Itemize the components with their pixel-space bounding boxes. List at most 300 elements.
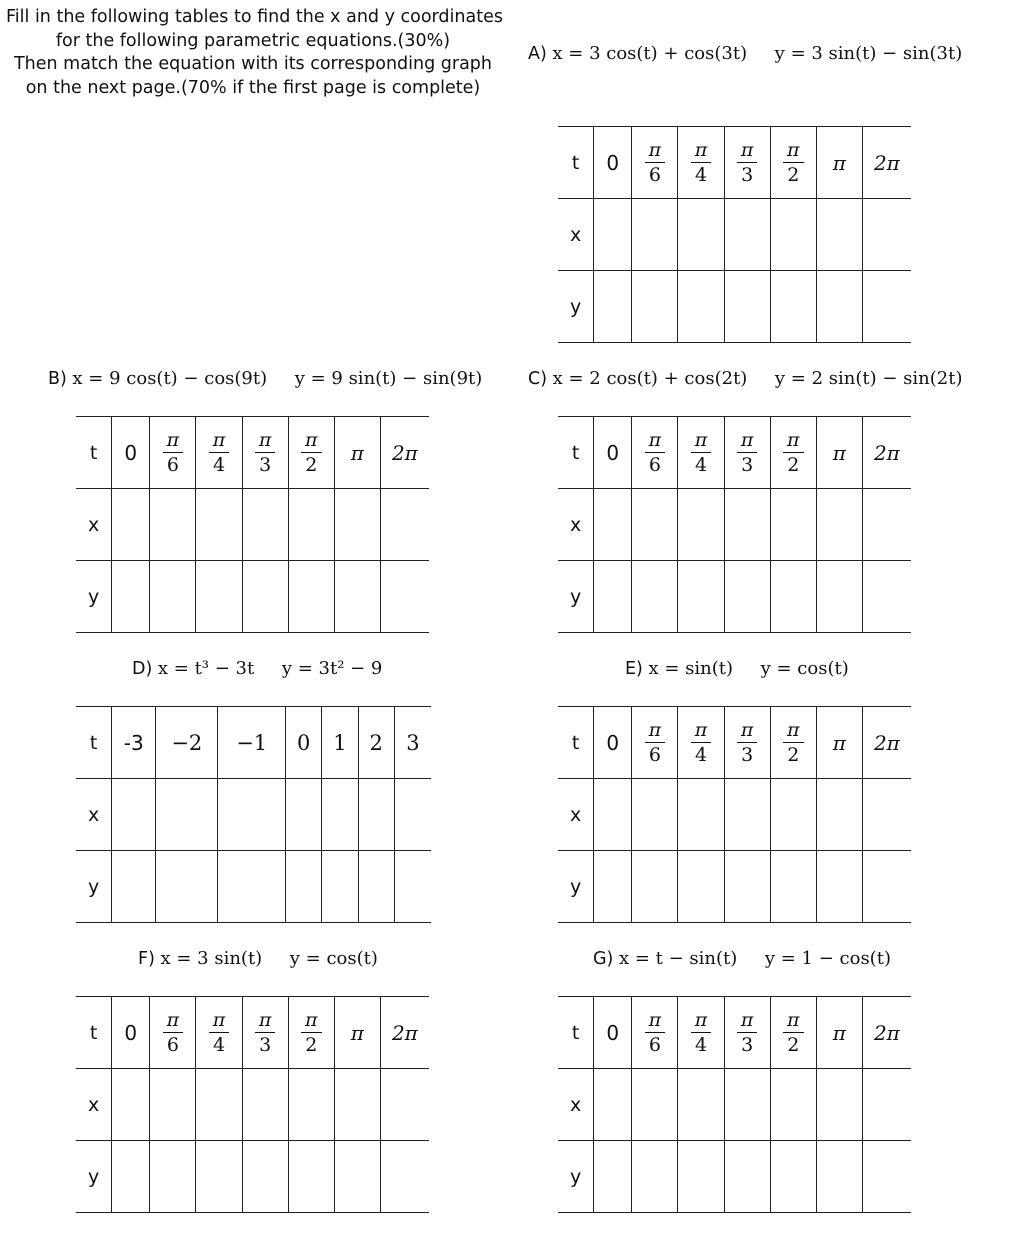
fraction-numerator: π: [740, 1009, 754, 1031]
fraction-bar: [691, 1032, 712, 1033]
table-a-x-cell[interactable]: [632, 199, 678, 271]
table-e-y-cell[interactable]: [724, 851, 770, 923]
fraction-bar: [255, 1032, 276, 1033]
table-d-t-value: −2: [156, 707, 218, 779]
fraction: [645, 139, 666, 186]
fraction-numerator: π: [740, 719, 754, 741]
table-a-y-cell[interactable]: [816, 271, 862, 343]
table-g-x-cell[interactable]: [594, 1069, 632, 1141]
table-f-t-value: [380, 997, 429, 1069]
fraction-bar: [783, 1032, 804, 1033]
table-g: [558, 996, 911, 1213]
table-b-y-cell[interactable]: [334, 561, 380, 633]
equation-f-label: F): [138, 949, 155, 969]
table-a-y-cell[interactable]: [594, 271, 632, 343]
fraction-numerator: π: [787, 719, 800, 741]
table-d-t-value: 1: [322, 707, 358, 779]
fraction-denominator: 4: [212, 454, 226, 476]
table-g-y-cell[interactable]: [724, 1141, 770, 1213]
equation-d-label: D): [132, 659, 153, 679]
table-f-y-cell[interactable]: [150, 1141, 196, 1213]
fraction-numerator: π: [305, 429, 318, 451]
table-b-t-value: 0: [112, 417, 150, 489]
equation-b-y: y = 9 sin(t) − sin(9t): [294, 368, 483, 389]
table-g-t-value: [678, 997, 724, 1069]
table-g-y-cell[interactable]: [594, 1141, 632, 1213]
table-a: [558, 126, 911, 343]
table-e-y-cell[interactable]: [632, 851, 678, 923]
table-c-t-value: [862, 417, 911, 489]
fraction: [645, 719, 666, 766]
fraction-numerator: π: [787, 1009, 800, 1031]
table-d-t-label: t: [76, 707, 112, 779]
table-b-t-value: [242, 417, 288, 489]
table-a-y-cell[interactable]: [632, 271, 678, 343]
fraction-denominator: 3: [741, 744, 754, 766]
fraction-denominator: 2: [305, 1034, 318, 1056]
table-a-t-label: t: [558, 127, 594, 199]
table-a-header-row: [558, 127, 911, 199]
table-f-y-cell[interactable]: [288, 1141, 334, 1213]
table-e-header-row: [558, 707, 911, 779]
table-g-y-cell[interactable]: [770, 1141, 816, 1213]
table-f-y-label: y: [76, 1141, 112, 1213]
table-c-y-cell[interactable]: [632, 561, 678, 633]
table-a-x-cell[interactable]: [862, 199, 911, 271]
fraction: [645, 429, 666, 476]
fraction: [209, 1009, 230, 1056]
fraction-numerator: π: [648, 1009, 662, 1031]
table-d-y-label: y: [76, 851, 112, 923]
table-a-y-cell[interactable]: [770, 271, 816, 343]
table-c-y-cell[interactable]: [724, 561, 770, 633]
table-e-t-label: t: [558, 707, 594, 779]
fraction-bar: [163, 452, 184, 453]
fraction-denominator: 6: [648, 164, 661, 186]
fraction: [783, 429, 804, 476]
table-d-x-cell[interactable]: [394, 779, 431, 851]
fraction-bar: [737, 1032, 758, 1033]
table-b-x-cell[interactable]: [380, 489, 429, 561]
table-c-x-cell[interactable]: [724, 489, 770, 561]
instructions-line-4: on the next page.(70% if the first page is complete): [25, 77, 481, 98]
fraction-denominator: 2: [787, 744, 800, 766]
fraction: [783, 139, 804, 186]
table-c-t-value: [724, 417, 770, 489]
fraction-numerator: π: [648, 429, 662, 451]
table-g-x-cell[interactable]: [862, 1069, 911, 1141]
table-c-y-cell[interactable]: [862, 561, 911, 633]
table-g-x-cell[interactable]: [632, 1069, 678, 1141]
table-a-x-row: [558, 199, 911, 271]
table-a-y-row: [558, 271, 911, 343]
fraction-numerator: π: [166, 1009, 180, 1031]
table-e-y-cell[interactable]: [862, 851, 911, 923]
table-d-header-row: [76, 707, 431, 779]
table-a-x-cell[interactable]: [770, 199, 816, 271]
equation-g-label: G): [593, 949, 614, 969]
table-c-t-value: [816, 417, 862, 489]
fraction-denominator: 2: [305, 454, 318, 476]
table-f-header-row: [76, 997, 429, 1069]
fraction-denominator: 3: [259, 454, 272, 476]
table-c-y-cell[interactable]: [594, 561, 632, 633]
table-b-x-cell[interactable]: [288, 489, 334, 561]
table-c-y-cell[interactable]: [678, 561, 724, 633]
fraction: [737, 139, 758, 186]
table-c-y-cell[interactable]: [816, 561, 862, 633]
fraction-denominator: 4: [694, 1034, 708, 1056]
table-b-y-row: [76, 561, 429, 633]
table-b-y-cell[interactable]: [112, 561, 150, 633]
table-d-x-cell[interactable]: [112, 779, 156, 851]
table-b-x-label: x: [76, 489, 112, 561]
table-b-t-value: [334, 417, 380, 489]
table-c-x-cell[interactable]: [678, 489, 724, 561]
table-e-t-value: [632, 707, 678, 779]
fraction-numerator: π: [258, 1009, 272, 1031]
fraction: [691, 719, 712, 766]
fraction-denominator: 3: [741, 454, 754, 476]
fraction-numerator: π: [740, 139, 754, 161]
table-e-x-cell[interactable]: [862, 779, 911, 851]
table-f-t-label: t: [76, 997, 112, 1069]
table-c-t-value: [632, 417, 678, 489]
fraction-bar: [301, 452, 322, 453]
table-e-y-label: y: [558, 851, 594, 923]
table-f-x-row: [76, 1069, 429, 1141]
fraction-numerator: π: [740, 429, 754, 451]
table-d-y-cell[interactable]: [358, 851, 394, 923]
table-f-x-cell[interactable]: [380, 1069, 429, 1141]
fraction-denominator: 2: [787, 454, 800, 476]
table-f-y-cell[interactable]: [334, 1141, 380, 1213]
table-b-y-cell[interactable]: [288, 561, 334, 633]
table-b-x-cell[interactable]: [112, 489, 150, 561]
instructions-line-2: for the following parametric equations.(30%): [55, 30, 451, 51]
table-d-x-cell[interactable]: [358, 779, 394, 851]
two-pi-value: 2π: [873, 1020, 900, 1045]
table-a-t-value: [678, 127, 724, 199]
fraction: [301, 429, 322, 476]
table-c-x-cell[interactable]: [770, 489, 816, 561]
two-pi-value: 2π: [391, 1020, 418, 1045]
table-d-y-cell[interactable]: [112, 851, 156, 923]
table-b-t-value: [196, 417, 242, 489]
table-d-y-cell[interactable]: [286, 851, 322, 923]
table-f-x-cell[interactable]: [112, 1069, 150, 1141]
table-b-y-cell[interactable]: [150, 561, 196, 633]
table-f-y-cell[interactable]: [380, 1141, 429, 1213]
equation-b: [48, 367, 482, 391]
table-f-y-cell[interactable]: [242, 1141, 288, 1213]
table-g-header-row: [558, 997, 911, 1069]
table-b-header-row: [76, 417, 429, 489]
table-c-t-label: t: [558, 417, 594, 489]
table-e-t-value: 0: [594, 707, 632, 779]
fraction-bar: [691, 742, 712, 743]
table-a-x-cell[interactable]: [724, 199, 770, 271]
table-d-y-cell[interactable]: [156, 851, 218, 923]
equation-f: [138, 947, 378, 971]
table-c-header-row: [558, 417, 911, 489]
pi-value: π: [350, 1020, 364, 1045]
equation-c-y: y = 2 sin(t) − sin(2t): [774, 368, 963, 389]
table-f-x-cell[interactable]: [242, 1069, 288, 1141]
table-b-x-cell[interactable]: [196, 489, 242, 561]
table-a-x-cell[interactable]: [678, 199, 724, 271]
table-f-y-row: [76, 1141, 429, 1213]
table-e-x-cell[interactable]: [816, 779, 862, 851]
table-b-x-cell[interactable]: [150, 489, 196, 561]
table-a-x-label: x: [558, 199, 594, 271]
fraction-numerator: π: [787, 139, 800, 161]
table-a-y-label: y: [558, 271, 594, 343]
fraction-bar: [645, 162, 666, 163]
fraction-denominator: 3: [259, 1034, 272, 1056]
table-g-x-cell[interactable]: [770, 1069, 816, 1141]
table-c-x-cell[interactable]: [862, 489, 911, 561]
fraction-bar: [737, 452, 758, 453]
table-f-x-cell[interactable]: [150, 1069, 196, 1141]
table-f: [76, 996, 429, 1213]
table-b: [76, 416, 429, 633]
equation-e-x: x = sin(t): [648, 658, 734, 679]
table-f-t-value: [242, 997, 288, 1069]
fraction-bar: [737, 162, 758, 163]
table-b-x-cell[interactable]: [242, 489, 288, 561]
fraction: [163, 429, 184, 476]
pi-value: π: [832, 1020, 846, 1045]
table-e-y-cell[interactable]: [594, 851, 632, 923]
equation-a: [528, 42, 962, 66]
table-e-x-cell[interactable]: [678, 779, 724, 851]
table-a-y-cell[interactable]: [724, 271, 770, 343]
equation-g: [593, 947, 891, 971]
fraction-denominator: 2: [787, 164, 800, 186]
fraction: [209, 429, 230, 476]
two-pi-value: 2π: [873, 440, 900, 465]
fraction-bar: [645, 452, 666, 453]
table-d-t-value: 0: [286, 707, 322, 779]
table-g-t-value: [770, 997, 816, 1069]
table-e-x-cell[interactable]: [724, 779, 770, 851]
table-c-x-row: [558, 489, 911, 561]
table-b-t-value: [150, 417, 196, 489]
fraction-bar: [783, 162, 804, 163]
table-d-x-cell[interactable]: [156, 779, 218, 851]
equation-g-y: y = 1 − cos(t): [764, 948, 891, 969]
table-d-x-cell[interactable]: [286, 779, 322, 851]
equation-e: [625, 657, 849, 681]
table-a-x-cell[interactable]: [816, 199, 862, 271]
table-c-y-cell[interactable]: [770, 561, 816, 633]
table-e-x-cell[interactable]: [632, 779, 678, 851]
table-d-x-row: [76, 779, 431, 851]
table-b-x-row: [76, 489, 429, 561]
table-a-t-value: [632, 127, 678, 199]
table-e-x-cell[interactable]: [770, 779, 816, 851]
instructions-line-3: Then match the equation with its corresponding graph: [13, 54, 493, 74]
fraction-bar: [645, 1032, 666, 1033]
fraction-bar: [645, 742, 666, 743]
table-d-x-cell[interactable]: [322, 779, 358, 851]
table-b-y-cell[interactable]: [196, 561, 242, 633]
table-c-x-cell[interactable]: [632, 489, 678, 561]
table-g-y-row: [558, 1141, 911, 1213]
table-f-x-cell[interactable]: [334, 1069, 380, 1141]
table-a-y-cell[interactable]: [678, 271, 724, 343]
equation-c-label: C): [528, 369, 548, 389]
pi-value: π: [832, 730, 846, 755]
table-a-t-value: 0: [594, 127, 632, 199]
table-g-x-cell[interactable]: [816, 1069, 862, 1141]
table-f-t-value: [150, 997, 196, 1069]
equation-f-x: x = 3 sin(t): [160, 948, 263, 969]
two-pi-value: 2π: [873, 730, 900, 755]
table-e-x-cell[interactable]: [594, 779, 632, 851]
fraction: [737, 1009, 758, 1056]
table-g-y-cell[interactable]: [816, 1141, 862, 1213]
fraction-bar: [691, 452, 712, 453]
table-d: [76, 706, 431, 923]
fraction-numerator: π: [694, 719, 708, 741]
table-g-t-value: [724, 997, 770, 1069]
table-c-x-cell[interactable]: [594, 489, 632, 561]
table-g-t-value: [632, 997, 678, 1069]
table-g-y-cell[interactable]: [678, 1141, 724, 1213]
table-e-y-cell[interactable]: [678, 851, 724, 923]
table-f-y-cell[interactable]: [196, 1141, 242, 1213]
two-pi-value: 2π: [873, 150, 900, 175]
table-c-x-cell[interactable]: [816, 489, 862, 561]
fraction-bar: [783, 452, 804, 453]
fraction: [255, 1009, 276, 1056]
fraction-denominator: 3: [741, 164, 754, 186]
table-c-x-label: x: [558, 489, 594, 561]
table-d-x-cell[interactable]: [218, 779, 286, 851]
table-c-t-value: [770, 417, 816, 489]
fraction: [691, 1009, 712, 1056]
fraction-numerator: π: [648, 139, 662, 161]
pi-value: π: [350, 440, 364, 465]
table-e-t-value: [862, 707, 911, 779]
table-e: [558, 706, 911, 923]
equation-b-x: x = 9 cos(t) − cos(9t): [72, 368, 268, 389]
table-a-t-value: [770, 127, 816, 199]
fraction-bar: [255, 452, 276, 453]
table-g-y-cell[interactable]: [862, 1141, 911, 1213]
table-f-x-cell[interactable]: [196, 1069, 242, 1141]
table-e-y-cell[interactable]: [770, 851, 816, 923]
fraction-numerator: π: [694, 1009, 708, 1031]
equation-d-y: y = 3t² − 9: [281, 658, 383, 679]
fraction-numerator: π: [694, 139, 708, 161]
fraction-denominator: 6: [648, 744, 661, 766]
fraction-bar: [737, 742, 758, 743]
table-g-x-cell[interactable]: [724, 1069, 770, 1141]
fraction-numerator: π: [305, 1009, 318, 1031]
table-d-y-cell[interactable]: [394, 851, 431, 923]
table-b-y-cell[interactable]: [242, 561, 288, 633]
fraction-bar: [209, 452, 230, 453]
table-b-y-cell[interactable]: [380, 561, 429, 633]
table-e-y-cell[interactable]: [816, 851, 862, 923]
table-c-y-label: y: [558, 561, 594, 633]
instructions: [6, 6, 503, 100]
fraction-denominator: 4: [212, 1034, 226, 1056]
table-e-y-row: [558, 851, 911, 923]
table-c-t-value: 0: [594, 417, 632, 489]
table-d-x-label: x: [76, 779, 112, 851]
table-g-x-row: [558, 1069, 911, 1141]
fraction: [737, 429, 758, 476]
table-b-y-label: y: [76, 561, 112, 633]
table-f-y-cell[interactable]: [112, 1141, 150, 1213]
table-d-y-cell[interactable]: [322, 851, 358, 923]
table-d-y-row: [76, 851, 431, 923]
table-d-t-value: -3: [112, 707, 156, 779]
equation-c-x: x = 2 cos(t) + cos(2t): [552, 368, 748, 389]
fraction-numerator: π: [694, 429, 708, 451]
table-e-t-value: [724, 707, 770, 779]
fraction-denominator: 6: [648, 1034, 661, 1056]
table-c-t-value: [678, 417, 724, 489]
table-f-x-cell[interactable]: [288, 1069, 334, 1141]
equation-g-x: x = t − sin(t): [618, 948, 738, 969]
fraction-bar: [163, 1032, 184, 1033]
fraction-denominator: 4: [694, 454, 708, 476]
table-d-t-value: −1: [218, 707, 286, 779]
table-c-y-row: [558, 561, 911, 633]
fraction: [301, 1009, 322, 1056]
fraction-bar: [691, 162, 712, 163]
table-b-t-value: [380, 417, 429, 489]
table-b-t-value: [288, 417, 334, 489]
equation-c: [528, 367, 962, 391]
table-a-y-cell[interactable]: [862, 271, 911, 343]
fraction-numerator: π: [212, 429, 226, 451]
fraction-denominator: 4: [694, 164, 708, 186]
fraction-bar: [209, 1032, 230, 1033]
table-e-t-value: [770, 707, 816, 779]
table-a-x-cell[interactable]: [594, 199, 632, 271]
table-g-t-value: [862, 997, 911, 1069]
table-e-x-row: [558, 779, 911, 851]
equation-a-label: A): [528, 44, 547, 64]
fraction-denominator: 2: [787, 1034, 800, 1056]
equation-f-y: y = cos(t): [289, 948, 378, 969]
fraction-numerator: π: [648, 719, 662, 741]
table-f-t-value: [288, 997, 334, 1069]
table-b-x-cell[interactable]: [334, 489, 380, 561]
table-d-t-value: 3: [394, 707, 431, 779]
equation-a-y: y = 3 sin(t) − sin(3t): [774, 43, 963, 64]
table-d-y-cell[interactable]: [218, 851, 286, 923]
table-g-y-cell[interactable]: [632, 1141, 678, 1213]
fraction-bar: [301, 1032, 322, 1033]
equation-e-label: E): [625, 659, 643, 679]
table-g-x-label: x: [558, 1069, 594, 1141]
fraction: [645, 1009, 666, 1056]
fraction: [691, 429, 712, 476]
fraction-denominator: 6: [166, 1034, 179, 1056]
fraction: [783, 719, 804, 766]
table-a-t-value: [862, 127, 911, 199]
table-c: [558, 416, 911, 633]
table-g-x-cell[interactable]: [678, 1069, 724, 1141]
table-g-t-value: [816, 997, 862, 1069]
